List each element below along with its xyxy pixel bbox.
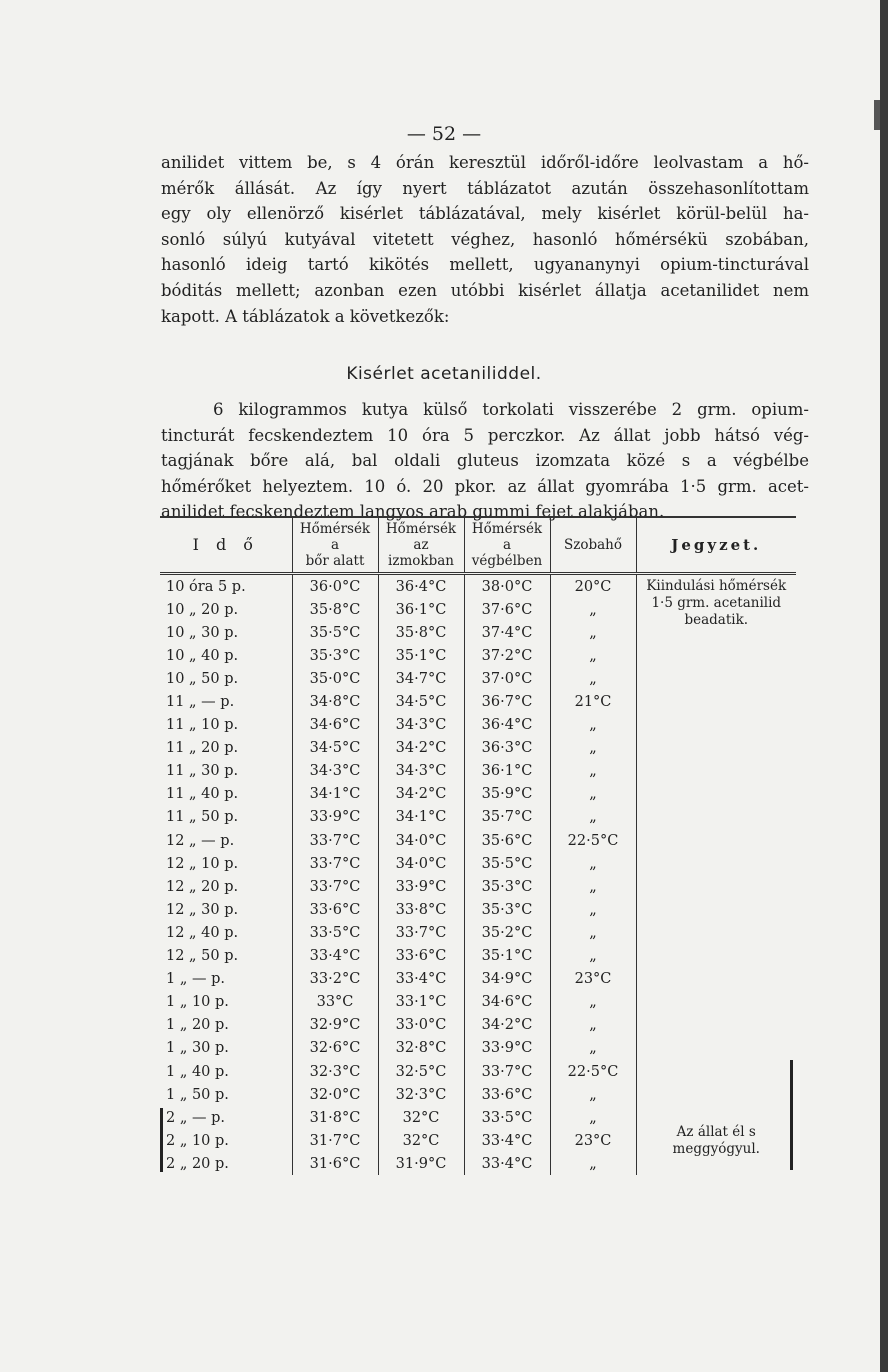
time-cell: 2 „ — p. [166,1109,225,1126]
time-cell: 11 „ 10 p. [166,717,239,734]
rectal-temp-cell: 35·7°C [464,806,550,829]
rectal-temp-cell: 35·9°C [464,783,550,806]
rectal-temp-cell: 33·4°C [464,1152,550,1175]
skin-temp-cell: 34·5°C [292,737,378,760]
note-end: Az állat él s meggyógyul. [636,1106,796,1175]
room-temp-cell: 23°C [550,1129,636,1152]
room-temp-cell: „ [550,991,636,1014]
time-cell: 1 „ 10 p. [166,994,229,1011]
muscle-temp-cell: 36·1°C [378,598,464,621]
time-cell: 1 „ 20 p. [166,1017,229,1034]
room-temp-cell: „ [550,852,636,875]
note-start: Kiindulási hőmérsék 1·5 grm. acetanilid beadatik. [636,574,796,645]
room-temp-cell: „ [550,898,636,921]
page-number: — 52 — [406,123,482,145]
time-cell: 11 „ 40 p. [166,786,239,803]
experiment-paragraph [161,397,809,525]
rectal-temp-cell: 36·3°C [464,737,550,760]
rectal-temp-cell: 35·3°C [464,898,550,921]
room-temp-cell: „ [550,760,636,783]
skin-temp-cell: 34·8°C [292,690,378,713]
rectal-temp-cell: 33·6°C [464,1083,550,1106]
muscle-temp-cell: 32·3°C [378,1083,464,1106]
rectal-temp-cell: 35·3°C [464,875,550,898]
skin-temp-cell: 33·9°C [292,806,378,829]
muscle-temp-cell: 33·8°C [378,898,464,921]
time-cell: 1 „ 50 p. [166,1086,229,1103]
rectal-temp-cell: 34·6°C [464,991,550,1014]
time-cell: 1 „ 40 p. [166,1063,229,1080]
muscle-temp-cell: 32°C [378,1106,464,1129]
skin-temp-cell: 33·2°C [292,968,378,991]
rectal-temp-cell: 34·9°C [464,968,550,991]
room-temp-cell: „ [550,1106,636,1129]
rectal-temp-cell: 35·5°C [464,852,550,875]
skin-temp-cell: 33·5°C [292,921,378,944]
margin-rule [160,1108,163,1172]
time-cell: 1 „ 30 p. [166,1040,229,1057]
room-temp-cell: 21°C [550,690,636,713]
header-line: a [330,537,340,553]
room-temp-cell: „ [550,875,636,898]
skin-temp-cell: 35·5°C [292,621,378,644]
text-line: hőmérőket helyeztem. 10 ó. 20 pkor. az állat gyomrába 1·5 grm. acet- [161,476,809,496]
room-temp-cell: „ [550,667,636,690]
header-line: izmokban [388,553,454,569]
table-row [160,644,796,667]
rectal-temp-cell: 37·6°C [464,598,550,621]
text-line: sonló súlyú kutyával vitetett véghez, hasonló hőmérsékü szobában, [161,229,809,249]
time-cell: 10 „ 40 p. [166,647,239,664]
muscle-temp-cell: 33·1°C [378,991,464,1014]
text-line: egy oly ellenörző kisérlet táblázatával, mely kisérlet körül-belül ha- [161,204,809,224]
room-temp-cell: „ [550,737,636,760]
rectal-temp-cell: 35·1°C [464,945,550,968]
header-line: a [502,537,512,553]
text-line: tincturát fecskendeztem 10 óra 5 perczkor. Az állat jobb hátsó vég- [161,425,809,445]
time-cell: 11 „ 50 p. [166,809,239,826]
room-temp-cell: 22·5°C [550,829,636,852]
rectal-temp-cell: 36·4°C [464,714,550,737]
rectal-temp-cell: 37·4°C [464,621,550,644]
muscle-temp-cell: 33·6°C [378,945,464,968]
muscle-temp-cell: 34·0°C [378,852,464,875]
note-empty [636,644,796,1106]
text-line: kapott. A táblázatok a következők: [161,306,450,326]
skin-temp-cell: 32·9°C [292,1014,378,1037]
time-cell: 10 „ 50 p. [166,670,239,687]
time-cell: 1 „ — p. [166,971,225,988]
skin-temp-cell: 32·3°C [292,1060,378,1083]
skin-temp-cell: 33·4°C [292,945,378,968]
text-line: hasonló ideig tartó kikötés mellett, ugyananynyi opium-tincturával [161,255,809,275]
room-temp-cell: 20°C [550,574,636,599]
skin-temp-cell: 34·3°C [292,760,378,783]
rectal-temp-cell: 38·0°C [464,574,550,599]
muscle-temp-cell: 35·1°C [378,644,464,667]
rectal-temp-cell: 35·6°C [464,829,550,852]
muscle-temp-cell: 34·7°C [378,667,464,690]
muscle-temp-cell: 35·8°C [378,621,464,644]
table-header-row [160,517,796,574]
time-cell: 10 „ 20 p. [166,601,239,618]
skin-temp-cell: 33·7°C [292,875,378,898]
scan-edge [880,0,888,1372]
text-line: bóditás mellett; azonban ezen utóbbi kisérlet állatja acetanilidet nem [161,280,809,300]
header-skin-temp [292,517,378,574]
muscle-temp-cell: 36·4°C [378,574,464,599]
skin-temp-cell: 31·6°C [292,1152,378,1175]
text-line: 6 kilogrammos kutya külső torkolati visszerébe 2 grm. opium- [213,400,809,419]
room-temp-cell: „ [550,921,636,944]
table-row [160,1106,796,1129]
skin-temp-cell: 33·7°C [292,829,378,852]
time-cell: 12 „ 40 p. [166,924,239,941]
room-temp-cell: „ [550,783,636,806]
muscle-temp-cell: 34·2°C [378,737,464,760]
skin-temp-cell: 35·3°C [292,644,378,667]
room-temp-cell: „ [550,1014,636,1037]
text-line: mérők állását. Az így nyert táblázatot azután összehasonlítottam [161,178,809,198]
muscle-temp-cell: 34·3°C [378,760,464,783]
skin-temp-cell: 34·6°C [292,714,378,737]
room-temp-cell: „ [550,1152,636,1175]
intro-paragraph [161,150,809,329]
time-cell: 11 „ 30 p. [166,763,239,780]
muscle-temp-cell: 33·0°C [378,1014,464,1037]
skin-temp-cell: 31·8°C [292,1106,378,1129]
muscle-temp-cell: 34·1°C [378,806,464,829]
skin-temp-cell: 34·1°C [292,783,378,806]
rectal-temp-cell: 35·2°C [464,921,550,944]
room-temp-cell: „ [550,806,636,829]
header-line: bőr alatt [305,553,365,569]
room-temp-cell: „ [550,598,636,621]
muscle-temp-cell: 34·2°C [378,783,464,806]
muscle-temp-cell: 34·3°C [378,714,464,737]
table-row [160,574,796,599]
room-temp-cell: „ [550,1037,636,1060]
muscle-temp-cell: 34·0°C [378,829,464,852]
time-cell: 10 óra 5 p. [166,578,246,595]
room-temp-cell: „ [550,644,636,667]
skin-temp-cell: 35·8°C [292,598,378,621]
room-temp-cell: „ [550,1083,636,1106]
temperature-table [160,516,796,1175]
time-cell: 12 „ — p. [166,832,235,849]
header-line: végbélben [471,553,543,569]
skin-temp-cell: 32·0°C [292,1083,378,1106]
room-temp-cell: „ [550,945,636,968]
header-room-temp: Szobahő [550,517,636,574]
rectal-temp-cell: 33·5°C [464,1106,550,1129]
header-notes: Jegyzet. [636,517,796,574]
time-cell: 12 „ 50 p. [166,948,239,965]
muscle-temp-cell: 32·8°C [378,1037,464,1060]
header-rectal-temp [464,517,550,574]
muscle-temp-cell: 33·7°C [378,921,464,944]
muscle-temp-cell: 32°C [378,1129,464,1152]
room-temp-cell: „ [550,621,636,644]
text-line: tagjának bőre alá, bal oldali gluteus izomzata közé s a végbélbe [161,451,809,471]
skin-temp-cell: 33·6°C [292,898,378,921]
rectal-temp-cell: 37·2°C [464,644,550,667]
room-temp-cell: 22·5°C [550,1060,636,1083]
header-line: Hőmérsék [471,521,543,537]
time-cell: 10 „ 30 p. [166,624,239,641]
muscle-temp-cell: 31·9°C [378,1152,464,1175]
rectal-temp-cell: 37·0°C [464,667,550,690]
room-temp-cell: „ [550,714,636,737]
time-cell: 11 „ — p. [166,694,235,711]
skin-temp-cell: 36·0°C [292,574,378,599]
header-line: Hőmérsék [299,521,371,537]
rectal-temp-cell: 33·4°C [464,1129,550,1152]
time-cell: 11 „ 20 p. [166,740,239,757]
text-line: anilidet fecskendeztem langyos arab gummi fejet alakjában. [161,502,665,522]
rectal-temp-cell: 36·1°C [464,760,550,783]
time-cell: 12 „ 30 p. [166,901,239,918]
skin-temp-cell: 35·0°C [292,667,378,690]
header-muscle-temp [378,517,464,574]
time-cell: 2 „ 20 p. [166,1155,229,1172]
section-title: Kisérlet acetaniliddel. [346,364,542,384]
time-cell: 12 „ 20 p. [166,878,239,895]
skin-temp-cell: 33°C [292,991,378,1014]
time-cell: 2 „ 10 p. [166,1132,229,1149]
text-line: anilidet vittem be, s 4 órán keresztül időről-időre leolvastam a hő- [161,153,809,172]
skin-temp-cell: 32·6°C [292,1037,378,1060]
muscle-temp-cell: 33·4°C [378,968,464,991]
header-time: I d ő [160,517,292,574]
rectal-temp-cell: 33·7°C [464,1060,550,1083]
rectal-temp-cell: 34·2°C [464,1014,550,1037]
muscle-temp-cell: 34·5°C [378,690,464,713]
margin-rule [790,1060,793,1170]
skin-temp-cell: 31·7°C [292,1129,378,1152]
muscle-temp-cell: 32·5°C [378,1060,464,1083]
time-cell: 12 „ 10 p. [166,855,239,872]
header-line: Hőmérsék [385,521,457,537]
rectal-temp-cell: 36·7°C [464,690,550,713]
skin-temp-cell: 33·7°C [292,852,378,875]
muscle-temp-cell: 33·9°C [378,875,464,898]
room-temp-cell: 23°C [550,968,636,991]
rectal-temp-cell: 33·9°C [464,1037,550,1060]
header-line: az [413,537,429,553]
